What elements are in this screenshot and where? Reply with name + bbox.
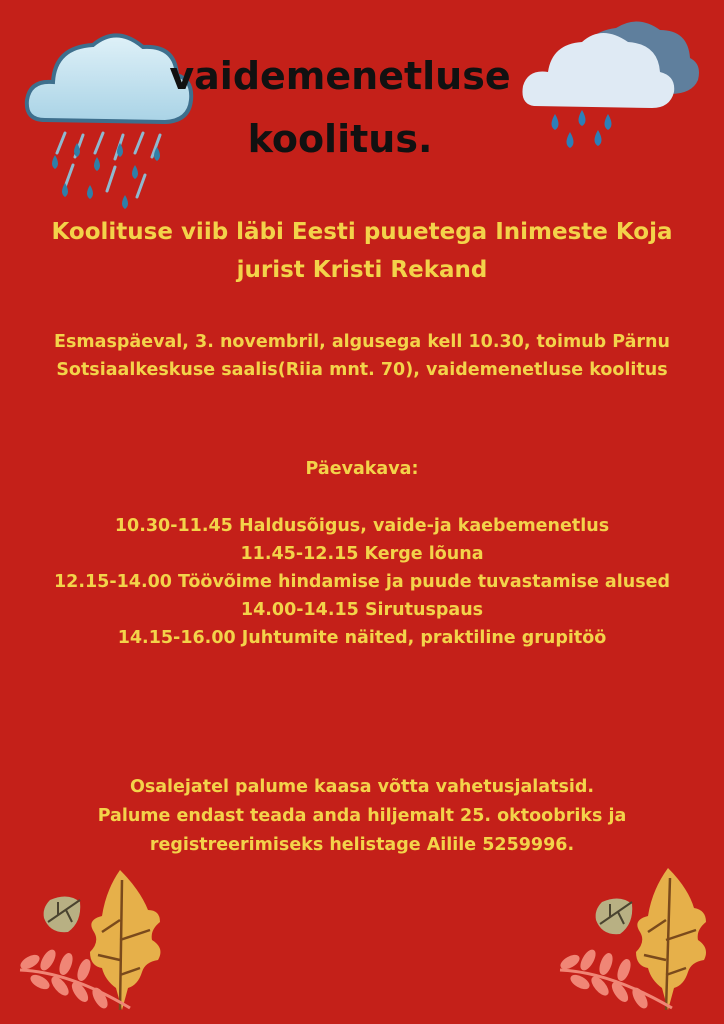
title-line-1: vaidemenetluse: [169, 54, 511, 98]
agenda-item: 11.45-12.15 Kerge lõuna: [240, 544, 484, 564]
footer-line: registreerimiseks helistage Ailile 5259996.: [149, 835, 575, 855]
rain-cloud-icon: [520, 14, 700, 149]
subtitle-line-1: Koolituse viib läbi Eesti puuetega Inimeste Koja: [51, 219, 673, 245]
footer-line: Palume endast teada anda hiljemalt 25. oktoobriks ja: [97, 806, 627, 826]
agenda-heading: Päevakava:: [305, 459, 419, 479]
title-line-2: koolitus.: [247, 117, 433, 161]
intro-line-2: Sotsiaalkeskuse saalis(Riia mnt. 70), vaidemenetluse koolitus: [56, 360, 668, 380]
intro-paragraph: [0, 328, 724, 384]
footer-line: Osalejatel palume kaasa võtta vahetusjalatsid.: [129, 777, 595, 797]
agenda-list: [0, 512, 724, 652]
subtitle-line-2: jurist Kristi Rekand: [236, 257, 488, 283]
agenda-item: 10.30-11.45 Haldusõigus, vaide-ja kaebemenetlus: [114, 516, 610, 536]
agenda-item: 14.00-14.15 Sirutuspaus: [240, 600, 484, 620]
subtitle: [0, 213, 724, 289]
agenda-item: 12.15-14.00 Töövõime hindamise ja puude tuvastamise alused: [53, 572, 671, 592]
footer-notice: [0, 773, 724, 860]
agenda-item: 14.15-16.00 Juhtumite näited, praktiline grupitöö: [117, 628, 607, 648]
autumn-leaves-icon: [10, 860, 180, 1020]
autumn-leaves-icon: [548, 860, 718, 1020]
intro-line-1: Esmaspäeval, 3. novembril, algusega kell 10.30, toimub Pärnu: [54, 332, 670, 352]
